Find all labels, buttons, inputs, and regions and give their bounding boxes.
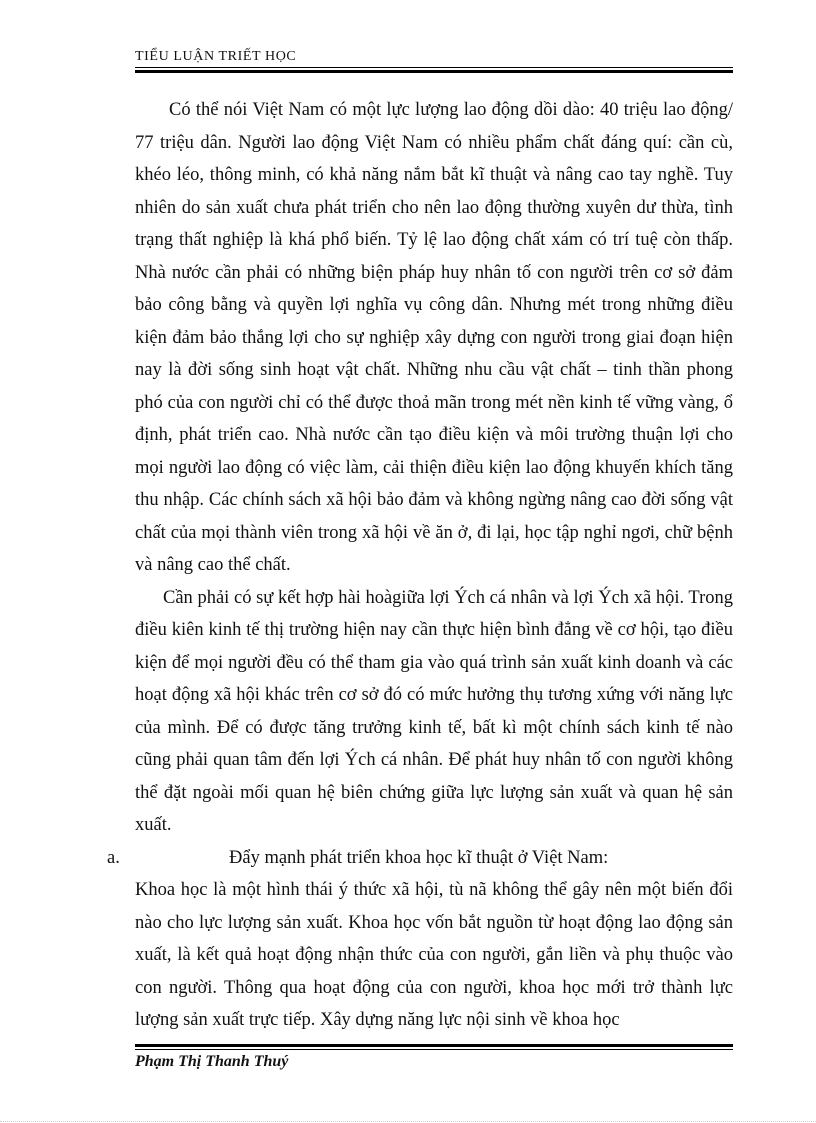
document-body: [107, 94, 733, 1037]
document-header: TIỂU LUẬN TRIẾT HỌC: [135, 49, 297, 64]
footer-author: Phạm Thị Thanh Thuý: [135, 1053, 289, 1070]
footer-rule-thin: [135, 1049, 733, 1050]
header-rule-thick: [135, 70, 733, 73]
paragraph-2: Cần phải có sự kết hợp hài hoàgiữa lợi Ých cá nhân và lợi Ých xã hội. Trong điều kiên kinh tế thị trường hiện nay cần thực hiện bình đẳng về cơ hội, tạo điều kiện để mọi người đều có thể tham gia vào quá trình sản xuất kinh doanh và các hoạt động xã hội khác trên cơ sở đó có mức hưởng thụ tương xứng với năng lực của mình. Để có được tăng trưởng kinh tế, bất kì một chính sách kinh tế nào cũng phải quan tâm đến lợi Ých cá nhân. Để phát huy nhân tố con người không thể đặt ngoài mối quan hệ biên chứng giữa lực lượng sản xuất và quan hệ sản xuất.: [135, 587, 733, 835]
section-heading: [107, 842, 733, 875]
section-marker: a.: [107, 847, 120, 868]
footer-rule-thick: [135, 1044, 733, 1047]
section-paragraph: Khoa học là một hình thái ý thức xã hội, tù nã không thể gây nên một biến đổi nào cho lực lượng sản xuất. Khoa học vốn bắt nguồn từ hoạt động lao động sản xuất, là kết quả hoạt động nhận thức của con người, gắn liền và phụ thuộc vào con người. Thông qua hoạt động của con người, khoa học mới trở thành lực lượng sản xuất trực tiếp. Xây dựng năng lực nội sinh về khoa học: [135, 880, 733, 1030]
section-title: Đẩy mạnh phát triển khoa học kĩ thuật ở Việt Nam:: [229, 847, 609, 868]
paragraph-1: Có thể nói Việt Nam có một lực lượng lao động dồi dào: 40 triệu lao động/ 77 triệu dân. Người lao động Việt Nam có nhiều phẩm chất đáng quí: cần cù, khéo léo, thông minh, có khả năng nắm bắt kĩ thuật và nâng cao tay nghề. Tuy nhiên do sản xuất chưa phát triển cho nên lao động thường xuyên dư thừa, tình trạng thất nghiệp là khá phổ biến. Tỷ lệ lao động chất xám có trí tuệ còn thấp. Nhà nước cần phải có những biện pháp huy nhân tố con người trên cơ sở đảm bảo công bằng và quyền lợi nghĩa vụ công dân. Nhưng mét trong những điều kiện đảm bảo thắng lợi cho sự nghiệp xây dựng con người trong giai đoạn hiện nay là đời sống sinh hoạt vật chất. Những nhu cầu vật chất – tinh thần phong phó của con người chỉ có thể được thoả mãn trong mét nền kinh tế vững vàng, ổ định, phát triển cao. Nhà nước cần tạo điều kiện và môi trường thuận lợi cho mọi người lao động có việc làm, cải thiện điều kiện lao động khuyến khích tăng thu nhập. Các chính sách xã hội bảo đảm và không ngừng nâng cao đời sống vật chất của mọi thành viên trong xã hội về ăn ở, đi lại, học tập nghỉ ngơi, chữ bệnh và nâng cao thể chất.: [135, 100, 733, 575]
header-rule-thin: [135, 67, 733, 68]
